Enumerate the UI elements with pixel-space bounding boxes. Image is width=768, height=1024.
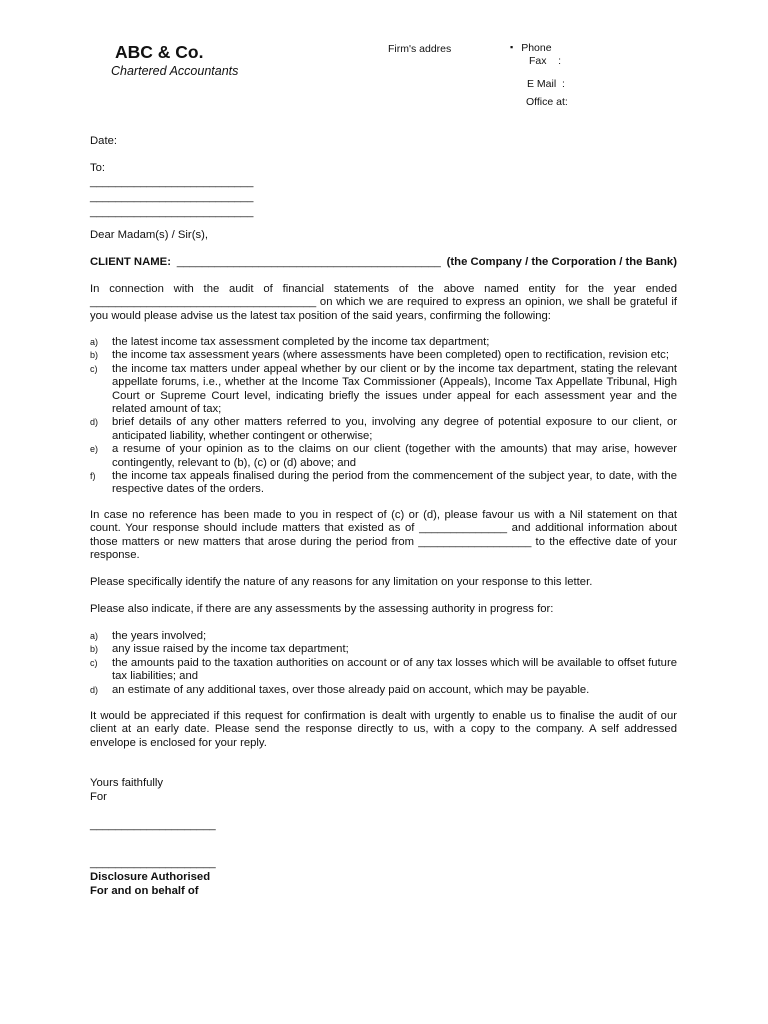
list-item: [90, 349, 677, 362]
list-marker: e): [90, 444, 99, 455]
list-marker: c): [90, 363, 98, 374]
list-item: [90, 336, 677, 349]
list-marker: f): [90, 471, 96, 482]
client-name-label: CLIENT NAME:: [90, 256, 171, 268]
phone-row: [510, 42, 552, 55]
client-entity-type: (the Company / the Corporation / the Bank): [446, 256, 677, 268]
client-name-blank: __________________________________________: [176, 256, 441, 268]
fax-label: Fax :: [529, 55, 562, 67]
disclosure-authorised: Disclosure Authorised: [90, 871, 211, 883]
signature-line: ____________________: [90, 819, 216, 831]
list-item: [90, 630, 677, 643]
list-marker: a): [90, 631, 99, 641]
list-item: [90, 416, 677, 443]
urgent-request-paragraph: It would be appreciated if this request for confirmation is dealt with urgently to enable us to finalise the audit of our client at an early date. Please send the response directly to us, with a copy to the company. A self addressed envelope is enclosed for your reply.: [90, 710, 677, 749]
list-item-text: any issue raised by the income tax department;: [112, 643, 349, 656]
list-marker: a): [90, 337, 99, 347]
list-item: [90, 684, 677, 697]
on-behalf-label: For and on behalf of: [90, 885, 199, 897]
office-label: Office at:: [526, 96, 568, 108]
salutation: Dear Madam(s) / Sir(s),: [90, 229, 208, 241]
closing: Yours faithfully: [90, 777, 164, 789]
for-label: For: [90, 791, 107, 803]
list-item: [90, 657, 677, 684]
confirmation-list: [90, 336, 677, 497]
firm-address-label: Firm's addres: [388, 43, 452, 55]
bullet-icon: [510, 42, 521, 54]
list-marker: b): [90, 350, 99, 361]
list-item-text: the latest income tax assessment completed by the income tax department;: [112, 336, 490, 348]
firm-subtitle: Chartered Accountants: [111, 64, 239, 78]
email-label: E Mail :: [527, 78, 565, 90]
list-item: [90, 443, 677, 470]
date-label: Date:: [90, 135, 118, 147]
assessments-paragraph: Please also indicate, if there are any assessments by the assessing authority in progress for:: [90, 603, 554, 615]
assessments-list: [90, 630, 677, 697]
limitation-paragraph: Please specifically identify the nature of any reasons for any limitation on your response to this letter.: [90, 576, 593, 588]
phone-label: Phone: [521, 42, 552, 54]
list-marker: c): [90, 657, 98, 668]
list-item-text: the amounts paid to the taxation authorities on account or of any tax losses which will be available to offset future tax liabilities; and: [112, 656, 677, 683]
list-item: [90, 470, 677, 497]
list-item-text: the income tax appeals finalised during the period from the commencement of the subject year, to date, with the respective dates of the orders.: [112, 470, 677, 496]
list-item-text: brief details of any other matters referred to you, involving any degree of potential exposure to our client, or anticipated liability, whether contingent or otherwise;: [112, 416, 677, 442]
list-item: [90, 363, 677, 417]
signature-line: ____________________: [90, 857, 216, 869]
firm-name: ABC & Co.: [115, 42, 204, 62]
address-line: __________________________: [90, 191, 254, 203]
list-marker: b): [90, 644, 99, 655]
address-line: __________________________: [90, 206, 254, 218]
list-item-text: the income tax assessment years (where assessments have been completed) open to rectification, revision etc;: [112, 349, 669, 362]
list-marker: d): [90, 417, 99, 428]
client-name-row: [90, 256, 677, 269]
list-item-text: an estimate of any additional taxes, over those already paid on account, which may be payable.: [112, 683, 590, 696]
list-item-text: the years involved;: [112, 630, 207, 642]
list-item-text: the income tax matters under appeal whether by our client or by the income tax department, stating the relevant appellate forums, i.e., whether at the Income Tax Commissioner (Appeals), Income Tax Appellate Tribunal, High Court or Supreme Court level, indicating briefly the issues under appeal for each assessment year and the related amount of tax;: [112, 362, 677, 416]
to-label: To:: [90, 162, 106, 174]
list-item-text: a resume of your opinion as to the claims on our client (together with the amounts) that may arise, however contingently, relevant to (b), (c) or (d) above; and: [112, 443, 677, 469]
list-marker: d): [90, 684, 99, 695]
nil-statement-paragraph: In case no reference has been made to you in respect of (c) or (d), please favour us with a Nil statement on that count. Your response should include matters that existed as of ______________ and additional information about those matters or new matters that arose during the period from __________________ to the effective date of your response.: [90, 509, 677, 562]
intro-paragraph: In connection with the audit of financial statements of the above named entity for the year ended ____________________________________ on which we are required to express an opinion, we shall be grateful if you would please advise us the latest tax position of the said years, confirming the following:: [90, 283, 677, 322]
list-item: [90, 643, 677, 656]
address-line: __________________________: [90, 176, 254, 188]
